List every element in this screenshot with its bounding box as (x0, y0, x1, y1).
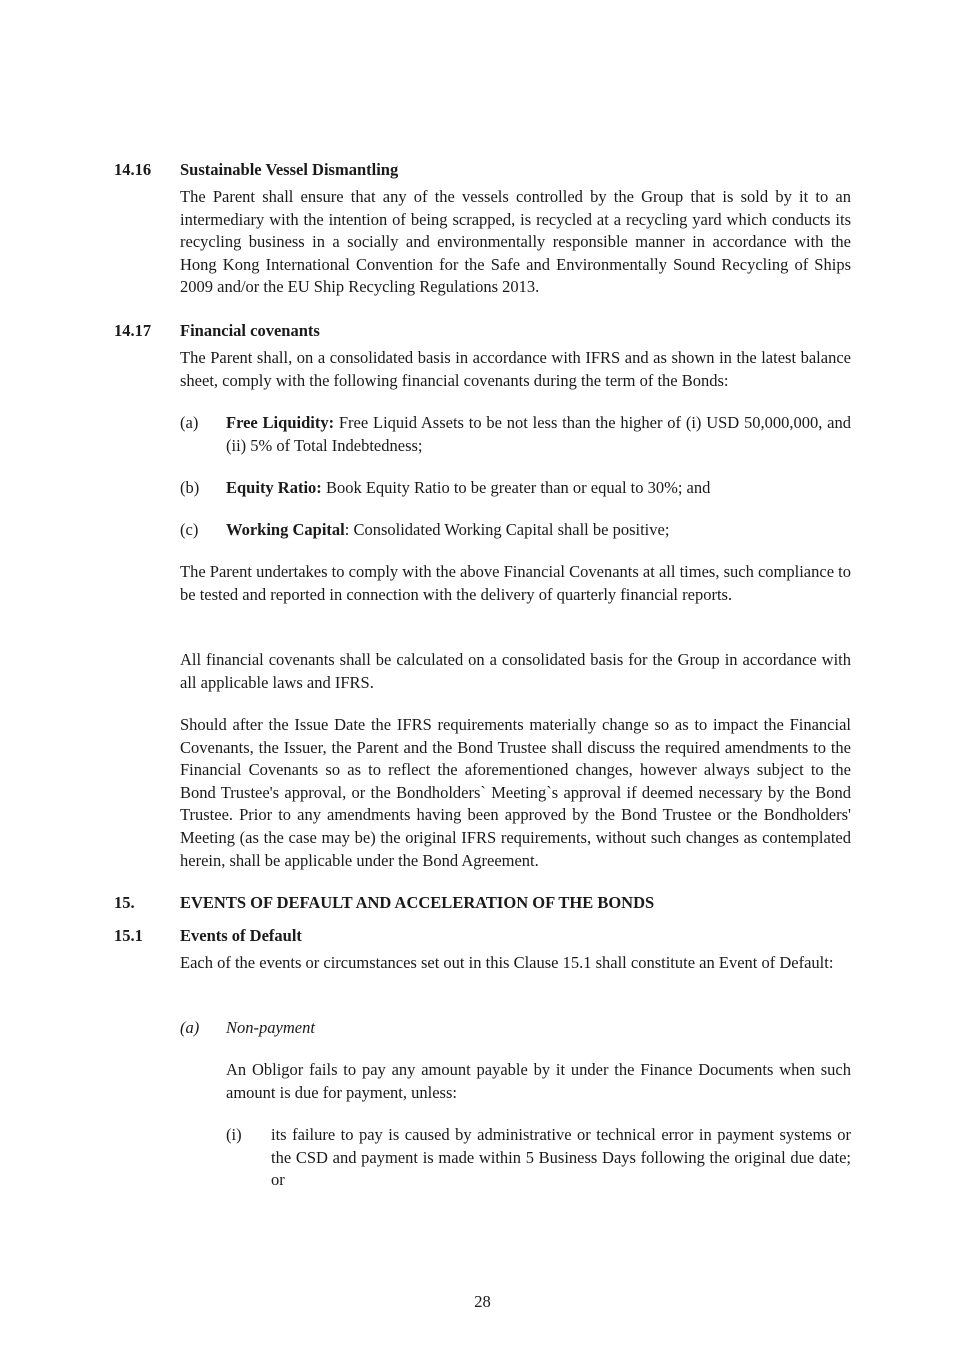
page-number: 28 (474, 1292, 491, 1311)
list-item-equity-ratio (226, 477, 851, 500)
list-item-term: Equity Ratio: (226, 478, 322, 497)
section-title-15-1: Events of Default (180, 926, 302, 945)
list-item-working-capital (226, 519, 851, 542)
section-intro-15-1: Each of the events or circumstances set out in this Clause 15.1 shall constitute an Event of Default: (180, 953, 834, 972)
section-title-14-16: Sustainable Vessel Dismantling (180, 160, 399, 179)
paragraph-calculation: All financial covenants shall be calculated on a consolidated basis for the Group in accordance with all applicable laws and IFRS. (180, 650, 851, 692)
section-number-15-1: 15.1 (114, 926, 143, 945)
list-item-text: Free Liquid Assets to be not less than the higher of (i) USD 50,000,000, and (ii) 5% of Total Indebtedness; (226, 413, 851, 455)
list-item-label: (b) (180, 478, 200, 497)
section-number-14-17: 14.17 (114, 321, 152, 340)
list-item-term: Free Liquidity: (226, 413, 335, 432)
subsection-title-non-payment: Non-payment (226, 1018, 315, 1037)
subsection-text-non-payment: An Obligor fails to pay any amount payable by it under the Finance Documents when such amount is due for payment, unless: (226, 1060, 851, 1102)
list-item-text: Book Equity Ratio to be greater than or equal to 30%; and (321, 478, 711, 497)
list-item-label: (a) (180, 413, 199, 432)
section-title-15: EVENTS OF DEFAULT AND ACCELERATION OF THE BONDS (180, 893, 655, 912)
paragraph-ifrs-changes: Should after the Issue Date the IFRS requirements materially change so as to impact the Financial Covenants, the Issuer, the Parent and the Bond Trustee shall discuss the required amendments to the Financial Covenants so as to reflect the aforementioned changes, however always subject to the Bond Trustee's approval, or the Bondholders` Meeting`s approval if deemed necessary by the Bond Trustee. Prior to any amendments having been approved by the Bond Trustee or the Bondholders' Meeting (as the case may be) the original IFRS requirements, without such changes as contemplated herein, shall be applicable under the Bond Agreement. (180, 715, 851, 870)
list-item-label: (c) (180, 520, 199, 539)
list-item-free-liquidity (226, 412, 851, 457)
section-intro-14-17: The Parent shall, on a consolidated basis in accordance with IFRS and as shown in the latest balance sheet, comply with the following financial covenants during the term of the Bonds: (180, 348, 851, 390)
list-item-label: (a) (180, 1018, 200, 1037)
list-item-text: : Consolidated Working Capital shall be positive; (344, 520, 670, 539)
section-number-14-16: 14.16 (114, 160, 152, 179)
sub-list-item-text: its failure to pay is caused by administrative or technical error in payment systems or the CSD and payment is made within 5 Business Days following the original due date; or (271, 1125, 851, 1190)
section-title-14-17: Financial covenants (180, 321, 320, 340)
paragraph-compliance: The Parent undertakes to comply with the above Financial Covenants at all times, such compliance to be tested and reported in connection with the delivery of quarterly financial reports. (180, 562, 851, 604)
sub-list-item-label: (i) (226, 1125, 242, 1144)
section-text-14-16: The Parent shall ensure that any of the vessels controlled by the Group that is sold by it to an intermediary with the intention of being scrapped, is recycled at a recycling yard which conducts its recycling business in a socially and environmentally responsible manner in accordance with the Hong Kong International Convention for the Safe and Environmentally Sound Recycling of Ships 2009 and/or the EU Ship Recycling Regulations 2013. (180, 187, 851, 297)
section-number-15: 15. (114, 893, 135, 912)
list-item-term: Working Capital (226, 520, 345, 539)
